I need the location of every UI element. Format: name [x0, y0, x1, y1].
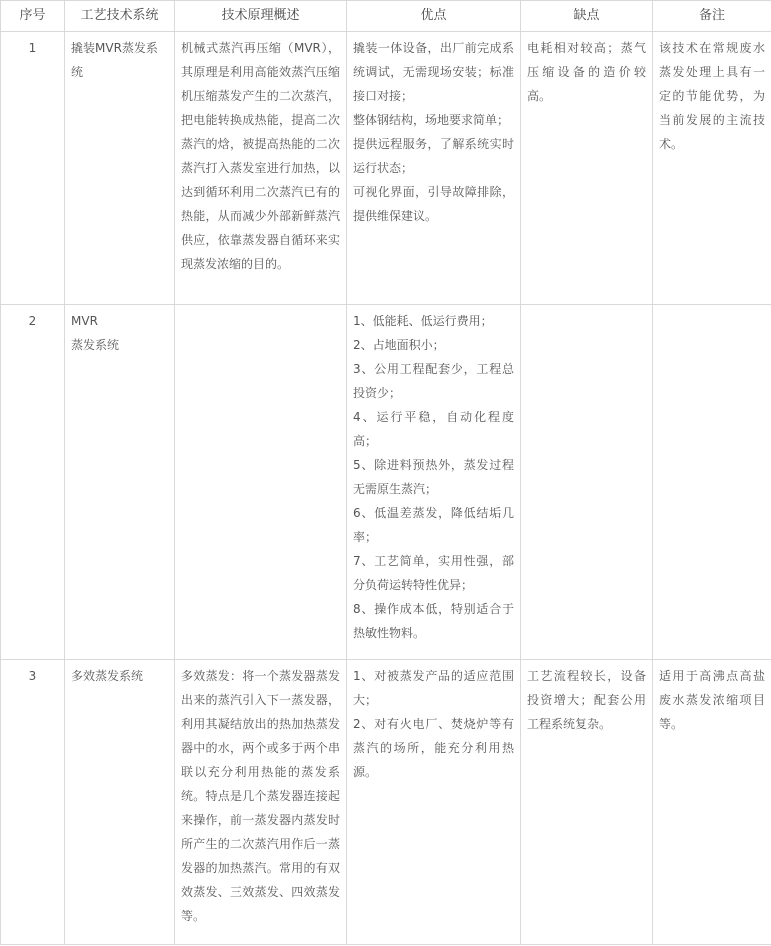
header-index: 序号 — [1, 1, 65, 32]
advantage-item: 3、公用工程配套少，工程总投资少； — [353, 362, 514, 400]
cell-system: 撬装MVR蒸发系统 — [65, 32, 175, 305]
advantage-item: 1、对被蒸发产品的适应范围大； — [353, 669, 514, 707]
cell-principle — [175, 305, 347, 660]
advantage-item: 6、低温差蒸发，降低结垢几率； — [353, 506, 514, 544]
cell-index: 3 — [1, 660, 65, 945]
header-advantages: 优点 — [347, 1, 521, 32]
advantage-item: 2、占地面积小； — [353, 338, 445, 352]
advantage-item: 可视化界面，引导故障排除，提供维保建议。 — [353, 185, 514, 223]
advantage-item: 1、低能耗、低运行费用； — [353, 314, 493, 328]
cell-remarks: 该技术在常规废水蒸发处理上具有一定的节能优势，为当前发展的主流技术。 — [653, 32, 771, 305]
header-system: 工艺技术系统 — [65, 1, 175, 32]
cell-system: 多效蒸发系统 — [65, 660, 175, 945]
advantage-item: 4、运行平稳，自动化程度高； — [353, 410, 514, 448]
cell-advantages — [347, 660, 521, 945]
cell-principle: 多效蒸发：将一个蒸发器蒸发出来的蒸汽引入下一蒸发器，利用其凝结放出的热加热蒸发器中的水，两个或多于两个串联以充分利用热能的蒸发系统。特点是几个蒸发器连接起来操作，前一蒸发器内蒸发时所产生的二次蒸汽用作后一蒸发器的加热蒸汽。常用的有双效蒸发、三效蒸发、四效蒸发等。 — [175, 660, 347, 945]
cell-disadvantages: 工艺流程较长，设备投资增大；配套公用工程系统复杂。 — [521, 660, 653, 945]
cell-index: 2 — [1, 305, 65, 660]
header-remarks: 备注 — [653, 1, 771, 32]
table-row — [1, 660, 771, 945]
system-name-line: 蒸发系统 — [71, 338, 120, 352]
cell-index: 1 — [1, 32, 65, 305]
cell-remarks: 适用于高沸点高盐废水蒸发浓缩项目等。 — [653, 660, 771, 945]
table-header-row — [1, 1, 771, 32]
advantage-item: 8、操作成本低，特别适合于热敏性物料。 — [353, 602, 514, 640]
cell-advantages — [347, 32, 521, 305]
advantage-item: 撬装一体设备，出厂前完成系统调试，无需现场安装；标准接口对接； — [353, 41, 514, 103]
header-principle: 技术原理概述 — [175, 1, 347, 32]
cell-system — [65, 305, 175, 660]
table-row — [1, 32, 771, 305]
table-row — [1, 305, 771, 660]
cell-disadvantages — [521, 305, 653, 660]
cell-advantages — [347, 305, 521, 660]
advantage-item: 整体钢结构，场地要求简单； — [353, 113, 510, 127]
advantage-item: 5、除进料预热外，蒸发过程无需原生蒸汽； — [353, 458, 514, 496]
system-name-line: MVR — [71, 314, 98, 328]
advantage-item: 2、对有火电厂、焚烧炉等有蒸汽的场所，能充分利用热源。 — [353, 717, 514, 779]
advantage-item: 7、工艺简单，实用性强，部分负荷运转特性优异； — [353, 554, 514, 592]
advantage-item: 提供远程服务，了解系统实时运行状态； — [353, 137, 514, 175]
cell-remarks — [653, 305, 771, 660]
cell-disadvantages: 电耗相对较高；蒸气压缩设备的造价较高。 — [521, 32, 653, 305]
header-disadvantages: 缺点 — [521, 1, 653, 32]
cell-principle: 机械式蒸汽再压缩（MVR），其原理是利用高能效蒸汽压缩机压缩蒸发产生的二次蒸汽，把电能转换成热能，提高二次蒸汽的焓，被提高热能的二次蒸汽打入蒸发室进行加热，以达到循环利用二次蒸汽已有的热能，从而减少外部新鲜蒸汽供应，依靠蒸发器自循环来实现蒸发浓缩的目的。 — [175, 32, 347, 305]
